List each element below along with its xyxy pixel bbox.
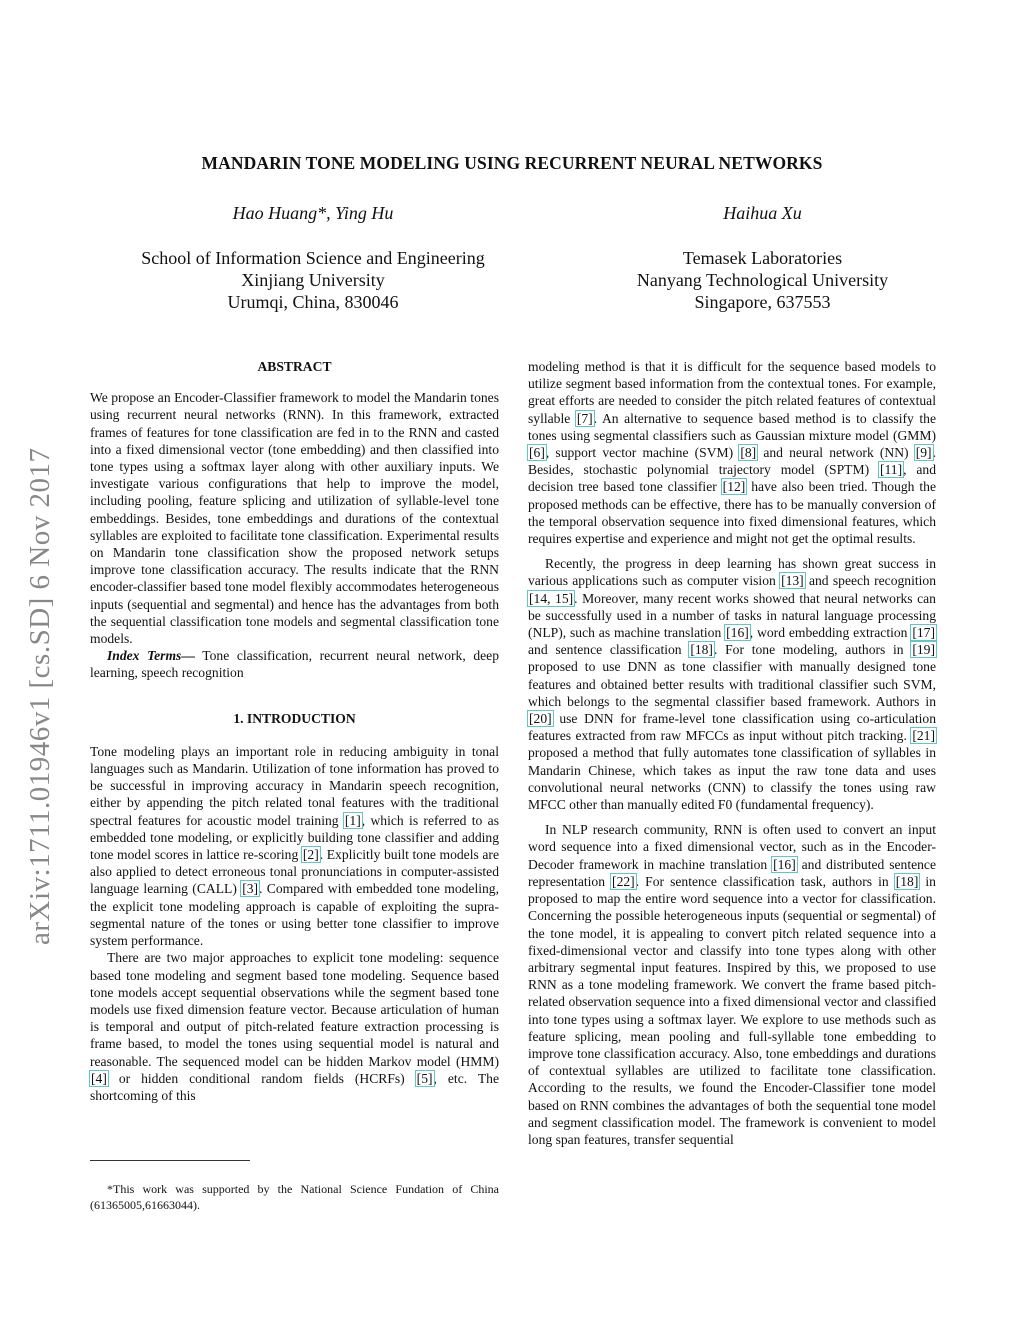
- intro-paragraph-2: [90, 949, 499, 1104]
- citation-link[interactable]: [11]: [879, 462, 903, 478]
- affiliation-line: School of Information Science and Engineering: [141, 248, 485, 268]
- paragraph-text: There are two major approaches to explicit tone modeling: sequence based tone modeling and segment based tone modeling. Sequence based tone models accept sequential observations while the segment based tone models use fixed dimension feature vector. Because articulation of human is temporal and output of pitch-related feature extraction processing is frame based, to model the tones using sequential model is natural and reasonable. The sequenced model can be hidden Markov model (HMM): [90, 950, 499, 1069]
- paragraph-text: . Explicitly built tone models are also applied to detect erroneous tonal pronunciations in computer-assisted language learning (CALL): [90, 847, 499, 897]
- footnote: [90, 1160, 499, 1213]
- citation-link[interactable]: [8]: [740, 445, 757, 461]
- paragraph-text: and distributed sentence representation: [528, 856, 936, 889]
- paragraph-text: . For sentence classification task, authors in: [635, 873, 895, 889]
- affiliation-line: Singapore, 637553: [694, 292, 831, 312]
- paper-title: MANDARIN TONE MODELING USING RECURRENT NEURAL NETWORKS: [201, 153, 823, 173]
- affiliation-line: Urumqi, China, 830046: [227, 292, 399, 312]
- citation-link[interactable]: [12]: [722, 479, 746, 495]
- affiliation-line: Xinjiang University: [241, 270, 385, 290]
- citation-link[interactable]: [7]: [576, 410, 593, 426]
- paragraph-text: and sentence classification: [528, 642, 690, 658]
- citation-link[interactable]: [3]: [242, 881, 259, 897]
- right-paragraph-3: [528, 821, 936, 1148]
- paragraph-text: use DNN for frame-level tone classification using co-articulation features extracted from raw MFCCs as input without pitch tracking.: [528, 711, 936, 744]
- citation-link[interactable]: [1]: [344, 812, 361, 828]
- paragraph-text: Tone modeling plays an important role in reducing ambiguity in tonal languages such as Mandarin. Utilization of tone information has proved to be successful in improving accuracy in Mandarin speech recognition, either by appending the pitch related tonal features with the traditional spectral features for acoustic model training: [90, 743, 499, 828]
- citation-link[interactable]: [4]: [91, 1070, 107, 1086]
- paragraph-text: . An alternative to sequence based method is to classify the tones using segmental classifiers such as Gaussian mixture model (GMM): [528, 410, 936, 443]
- citation-link[interactable]: [5]: [416, 1070, 433, 1086]
- paragraph-text: , etc. The shortcoming of this: [90, 1070, 499, 1103]
- citation-link[interactable]: [16]: [726, 625, 749, 641]
- paragraph-text: , and decision tree based tone classifier: [528, 462, 936, 495]
- paragraph-text: . Moreover, many recent works showed that neural networks can be successfully used in a number of tasks in natural language processing (NLP), such as machine translation: [528, 590, 936, 641]
- authors-right: Haihua Xu: [723, 203, 802, 223]
- paragraph-text: , word embedding extraction: [749, 625, 912, 641]
- abstract-heading: ABSTRACT: [257, 359, 332, 374]
- right-paragraph-2: [528, 555, 936, 813]
- paragraph-text: in proposed to map the entire word sequence into a vector for classification. Concerning the possible heterogeneous inputs (sequential or segmental) of the tone model, it is appealing to convert pitch related sequence into a fixed-dimensional vector and classify into tone types along with other arbitrary segmental input features. Inspired by this, we proposed to use RNN as a tone modeling framework. We convert the frame based pitch-related observation sequence into a fixed dimensional vector and classified into tone types using a softmax layer. We explore to use methods such as feature splicing, mean pooling and full-syllable tone embedding to improve tone classification accuracy. Also, tone embeddings and durations of contextual syllables are utilized to facilitate tone classification. According to the results, we found the Encoder-Classifier tone model based on RNN combines the advantages of both the sequential tone model and segment classification model. The framework is convenient to model long span features, transfer sequential: [528, 873, 936, 1147]
- paragraph-text: modeling method is that it is difficult for the sequence based models to utilize segment based information from the contextual tones. For example, great efforts are needed to consider the pitch related features of contextual syllable: [528, 359, 936, 426]
- index-terms-label: Index Terms—: [107, 648, 195, 664]
- footnote-text: *This work was supported by the National Science Fundation of China (61365005,61663044).: [90, 1182, 499, 1212]
- affiliation-left: [108, 202, 518, 313]
- citation-link[interactable]: [6]: [529, 445, 545, 461]
- paragraph-text: . Besides, stochastic polynomial trajectory model (SPTM): [528, 445, 936, 478]
- paragraph-text: or hidden conditional random fields (HCRFs): [107, 1070, 416, 1086]
- intro-paragraph-1: [90, 743, 499, 949]
- footnote-rule: [90, 1160, 250, 1161]
- affiliation-line: Temasek Laboratories: [682, 248, 843, 268]
- arxiv-side-stamp: arXiv:1711.01946v1 [cs.SD] 6 Nov 2017: [24, 447, 56, 945]
- citation-link[interactable]: [16]: [773, 856, 796, 872]
- abstract-text: We propose an Encoder-Classifier framework to model the Mandarin tones using recurrent neural networks (RNN). In this framework, extracted frames of features for tone classification are fed in to the RNN and casted into a fixed dimensional vector (tone embedding) and then classified into tone types using a softmax layer along with other auxiliary inputs. We investigate various configurations that help to improve the model, including pooling, feature splicing and utilization of syllable-level tone embeddings. Besides, tone embeddings and durations of the contextual syllables are exploited to facilitate tone classification. Experimental results on Mandarin tone classification show the proposed network setups improve tone classification accuracy. The results indicate that the RNN encoder-classifier based tone model flexibly accommodates heterogeneous inputs (sequential and segmental) and hence has the advantages from both the sequential classification tone models and segmental classification tone models.: [90, 390, 499, 647]
- citation-link[interactable]: [19]: [912, 642, 935, 658]
- paragraph-text: . For tone modeling, authors in: [713, 642, 912, 658]
- paragraph-text: , which is referred to as embedded tone modeling, or explicitly building tone classifier and adding tone model scores in lattice re-scoring: [90, 812, 499, 863]
- paragraph-text: , support vector machine (SVM): [545, 445, 740, 461]
- citation-link[interactable]: [20]: [529, 711, 552, 727]
- section-heading-introduction: 1. INTRODUCTION: [233, 710, 356, 726]
- citation-link[interactable]: [17]: [912, 625, 936, 641]
- citation-link[interactable]: [9]: [915, 445, 932, 461]
- right-paragraph-1: [528, 358, 936, 547]
- paragraph-text: and speech recognition: [804, 573, 937, 589]
- citation-link[interactable]: [18]: [690, 642, 713, 658]
- paragraph-text: proposed to use DNN as tone classifier with manually designed tone features and obtained better results with traditional classifier such SVM, which belongs to the segmental classifier based framework. Authors in: [528, 659, 936, 709]
- citation-link[interactable]: [21]: [912, 728, 935, 744]
- paragraph-text: proposed a method that fully automates tone classification of syllables in Mandarin Chinese, which takes as input the raw tone data and uses convolutional neural networks (CNN) to classify the tones using raw MFCC other than manually edited F0 (fundamental frequency).: [528, 745, 936, 813]
- citation-link[interactable]: [22]: [612, 873, 635, 889]
- right-column: [528, 358, 936, 1148]
- paragraph-text: and neural network (NN): [757, 445, 915, 461]
- paragraph-text: . Compared with embedded tone modeling, the explicit tone modeling approach is capable of exploiting the supra-segmental nature of the tones or using better tone classifier to improve system performance.: [90, 881, 500, 949]
- paragraph-text: Recently, the progress in deep learning has shown great success in various applications such as computer vision: [528, 556, 936, 589]
- citation-link[interactable]: [13]: [781, 573, 804, 589]
- affiliation-line: Nanyang Technological University: [636, 270, 889, 290]
- left-column: [90, 358, 499, 1104]
- authors-left: Hao Huang*, Ying Hu: [232, 203, 394, 223]
- paragraph-text: have also been tried. Though the proposed methods can be effective, there has to be manually conversion of the temporal observation sequence into fixed dimensional features, which requires expertise and experience and might not get the optimal results.: [528, 479, 936, 547]
- citation-link[interactable]: [14, 15]: [529, 590, 574, 606]
- paragraph-text: In NLP research community, RNN is often used to convert an input word sequence into a fixed dimensional vector, such as in the Encoder-Decoder framework in machine translation: [528, 822, 936, 872]
- index-terms-text: Tone classification, recurrent neural network, deep learning, speech recognition: [90, 648, 499, 681]
- index-terms: [90, 647, 499, 681]
- affiliation-right: [610, 202, 915, 313]
- citation-link[interactable]: [18]: [895, 873, 919, 889]
- citation-link[interactable]: [2]: [302, 847, 319, 863]
